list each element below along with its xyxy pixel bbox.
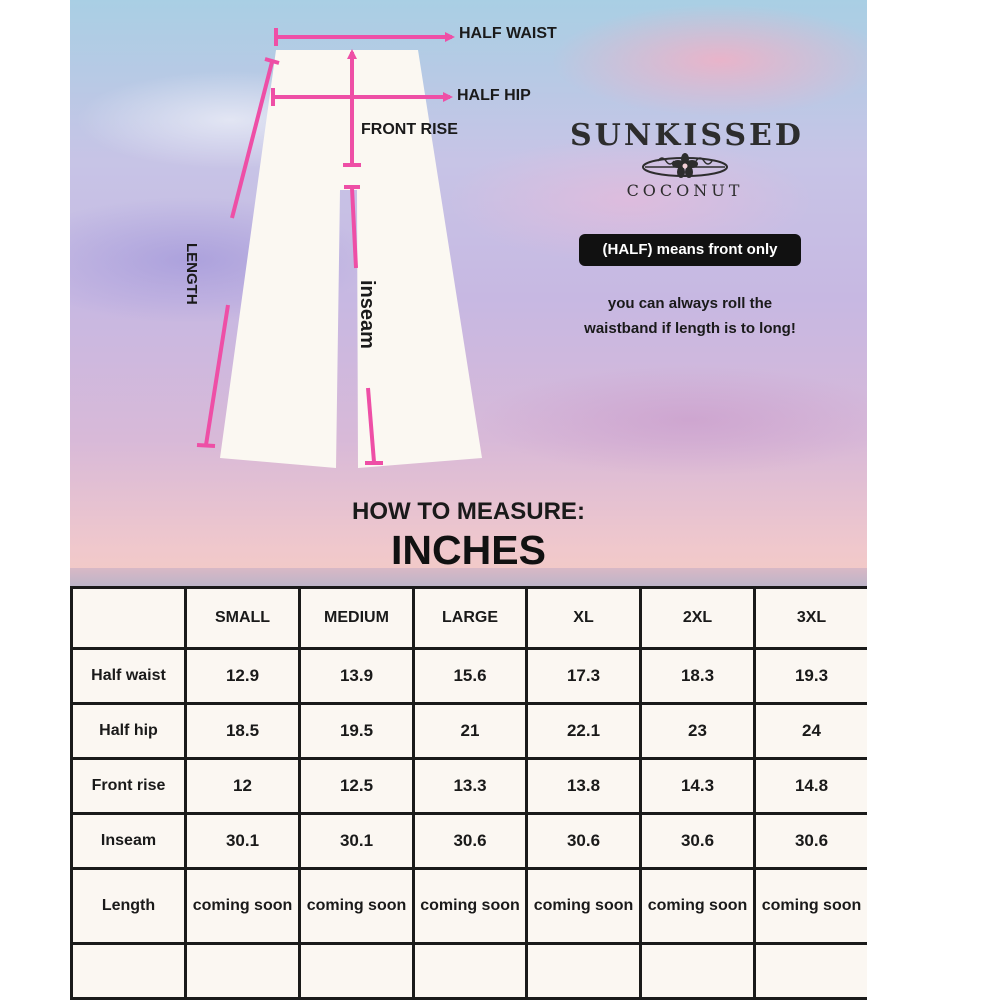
table-cell [641, 944, 755, 999]
table-cell: 13.8 [527, 759, 641, 814]
half-waist-label: HALF WAIST [459, 25, 557, 42]
half-note-badge: (HALF) means front only [579, 234, 801, 266]
table-cell: coming soon [186, 869, 300, 944]
table-cell: 19.5 [300, 704, 414, 759]
column-header: MEDIUM [300, 588, 414, 649]
inseam-line-top [352, 188, 356, 268]
length-label: LENGTH [183, 243, 200, 305]
table-cell: 21 [414, 704, 527, 759]
brand-name-bottom: COCONUT [626, 181, 744, 200]
table-cell: 23 [641, 704, 755, 759]
table-cell: 30.1 [186, 814, 300, 869]
table-cell: 19.3 [755, 649, 868, 704]
table-cell: coming soon [414, 869, 527, 944]
half-hip-label: HALF HIP [457, 87, 531, 104]
hibiscus-surfboard-icon [640, 151, 730, 181]
table-cell: coming soon [300, 869, 414, 944]
table-cell: 15.6 [414, 649, 527, 704]
column-header: LARGE [414, 588, 527, 649]
table-row [72, 704, 868, 759]
inseam-label: inseam [356, 280, 378, 349]
roll-waistband-note: you can always roll the waistband if length is to long! [584, 295, 796, 337]
table-cell: coming soon [755, 869, 868, 944]
table-cell: 17.3 [527, 649, 641, 704]
column-header: SMALL [186, 588, 300, 649]
table-cell: 30.6 [755, 814, 868, 869]
units-heading: INCHES [391, 527, 546, 573]
table-row [72, 649, 868, 704]
table-cell [414, 944, 527, 999]
table-cell: 14.8 [755, 759, 868, 814]
table-cell: 12.5 [300, 759, 414, 814]
row-header: Half waist [72, 649, 186, 704]
row-header [72, 944, 186, 999]
column-header: 2XL [641, 588, 755, 649]
table-cell [527, 944, 641, 999]
table-row [72, 814, 868, 869]
table-row [72, 944, 868, 999]
table-cell: 30.6 [641, 814, 755, 869]
table-cell: 30.6 [527, 814, 641, 869]
row-header: Inseam [72, 814, 186, 869]
table-row [72, 759, 868, 814]
table-cell: coming soon [641, 869, 755, 944]
size-chart-card [70, 0, 867, 1000]
table-cell: 13.9 [300, 649, 414, 704]
how-to-measure-heading: HOW TO MEASURE: [352, 498, 585, 525]
table-cell: 30.1 [300, 814, 414, 869]
table-cell: 14.3 [641, 759, 755, 814]
row-header: Front rise [72, 759, 186, 814]
table-cell: 18.3 [641, 649, 755, 704]
table-cell [186, 944, 300, 999]
size-table [70, 586, 867, 1000]
brand-logo [570, 118, 804, 200]
table-cell: 18.5 [186, 704, 300, 759]
row-header: Length [72, 869, 186, 944]
table-header-row [72, 588, 868, 649]
table-cell: 30.6 [414, 814, 527, 869]
column-header: XL [527, 588, 641, 649]
front-rise-label: FRONT RISE [361, 121, 458, 138]
table-cell: 12.9 [186, 649, 300, 704]
table-cell [755, 944, 868, 999]
table-row [72, 869, 868, 944]
row-header: Half hip [72, 704, 186, 759]
table-cell [300, 944, 414, 999]
length-tick-bottom [197, 445, 215, 446]
brand-name-top: SUNKISSED [570, 118, 804, 153]
table-cell: 12 [186, 759, 300, 814]
column-header: 3XL [755, 588, 868, 649]
table-cell: coming soon [527, 869, 641, 944]
table-corner-cell [72, 588, 186, 649]
table-cell: 24 [755, 704, 868, 759]
table-cell: 22.1 [527, 704, 641, 759]
table-cell: 13.3 [414, 759, 527, 814]
